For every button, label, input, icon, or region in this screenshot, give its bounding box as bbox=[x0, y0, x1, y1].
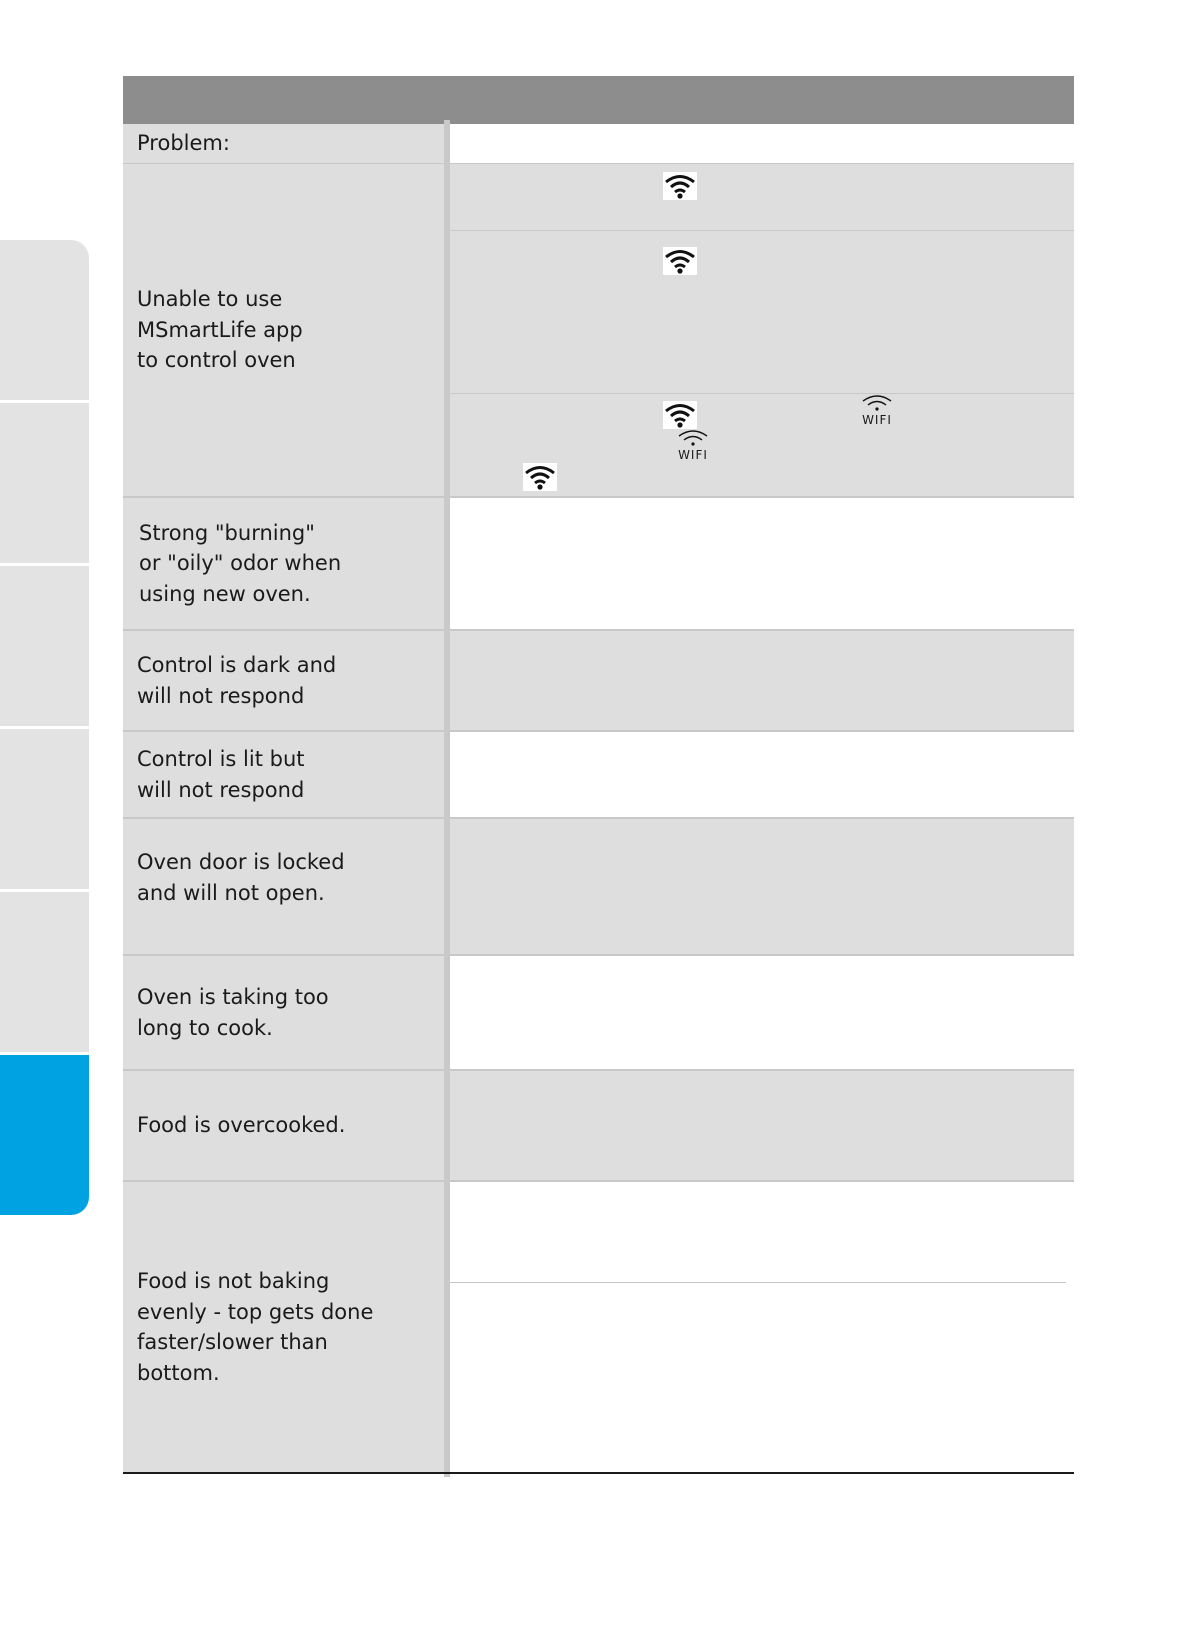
problem-cell bbox=[123, 819, 444, 954]
table-row bbox=[123, 1182, 1074, 1472]
problem-text: Food is overcooked. bbox=[137, 1113, 346, 1138]
wifi-icon bbox=[523, 463, 557, 491]
wifi-labeled-icon bbox=[855, 393, 899, 429]
problem-text: Oven door is locked and will not open. bbox=[137, 850, 345, 905]
solution-cell bbox=[450, 631, 1074, 730]
problem-text: Control is dark and will not respond bbox=[137, 653, 337, 708]
problem-column-label bbox=[123, 124, 444, 163]
wifi-icon bbox=[663, 172, 697, 200]
sub-divider bbox=[450, 393, 1074, 394]
table-row bbox=[123, 498, 1074, 629]
problem-cell bbox=[123, 631, 444, 730]
problem-cell bbox=[123, 1071, 444, 1180]
column-divider bbox=[444, 120, 450, 1477]
problem-text: Strong "burning" or "oily" odor when using new oven. bbox=[139, 520, 342, 606]
wifi-icon bbox=[663, 247, 697, 275]
table-row bbox=[123, 631, 1074, 730]
problem-label: Problem: bbox=[137, 131, 230, 156]
sub-divider bbox=[450, 1282, 1066, 1283]
table-row bbox=[123, 956, 1074, 1069]
table-row bbox=[123, 819, 1074, 954]
problem-cell bbox=[123, 164, 444, 496]
table-row bbox=[123, 732, 1074, 817]
section-tab-troubleshooting[interactable] bbox=[0, 1055, 89, 1215]
solution-cell bbox=[450, 1071, 1074, 1180]
wifi-label: WIFI bbox=[678, 448, 708, 462]
solution-column-label bbox=[450, 124, 1074, 163]
problem-text: Oven is taking too long to cook. bbox=[137, 985, 329, 1040]
section-tab-3[interactable] bbox=[0, 566, 89, 726]
wifi-icon bbox=[663, 401, 697, 429]
solution-cell bbox=[450, 732, 1074, 817]
problem-text: Control is lit but will not respond bbox=[137, 747, 305, 802]
problem-cell bbox=[123, 498, 444, 629]
section-tab-5[interactable] bbox=[0, 892, 89, 1052]
problem-cell bbox=[123, 956, 444, 1069]
table-header-bar bbox=[123, 76, 1074, 124]
table-row bbox=[123, 1071, 1074, 1180]
problem-text: Unable to use MSmartLife app to control oven bbox=[137, 287, 303, 373]
wifi-labeled-icon bbox=[671, 428, 715, 464]
problem-text: Food is not baking evenly - top gets done faster/slower than bottom. bbox=[137, 1269, 374, 1385]
sub-divider bbox=[450, 230, 1074, 231]
wifi-label: WIFI bbox=[862, 413, 892, 427]
solution-cell bbox=[450, 498, 1074, 629]
problem-cell bbox=[123, 732, 444, 817]
solution-cell bbox=[450, 1182, 1074, 1472]
solution-cell bbox=[450, 164, 1074, 496]
solution-cell bbox=[450, 956, 1074, 1069]
solution-cell bbox=[450, 819, 1074, 954]
table-row bbox=[123, 164, 1074, 496]
section-tab-1[interactable] bbox=[0, 240, 89, 400]
table-bottom-rule bbox=[123, 1472, 1074, 1474]
section-tab-2[interactable] bbox=[0, 403, 89, 563]
problem-cell bbox=[123, 1182, 444, 1472]
section-tab-4[interactable] bbox=[0, 729, 89, 889]
table-label-row bbox=[123, 124, 1074, 163]
